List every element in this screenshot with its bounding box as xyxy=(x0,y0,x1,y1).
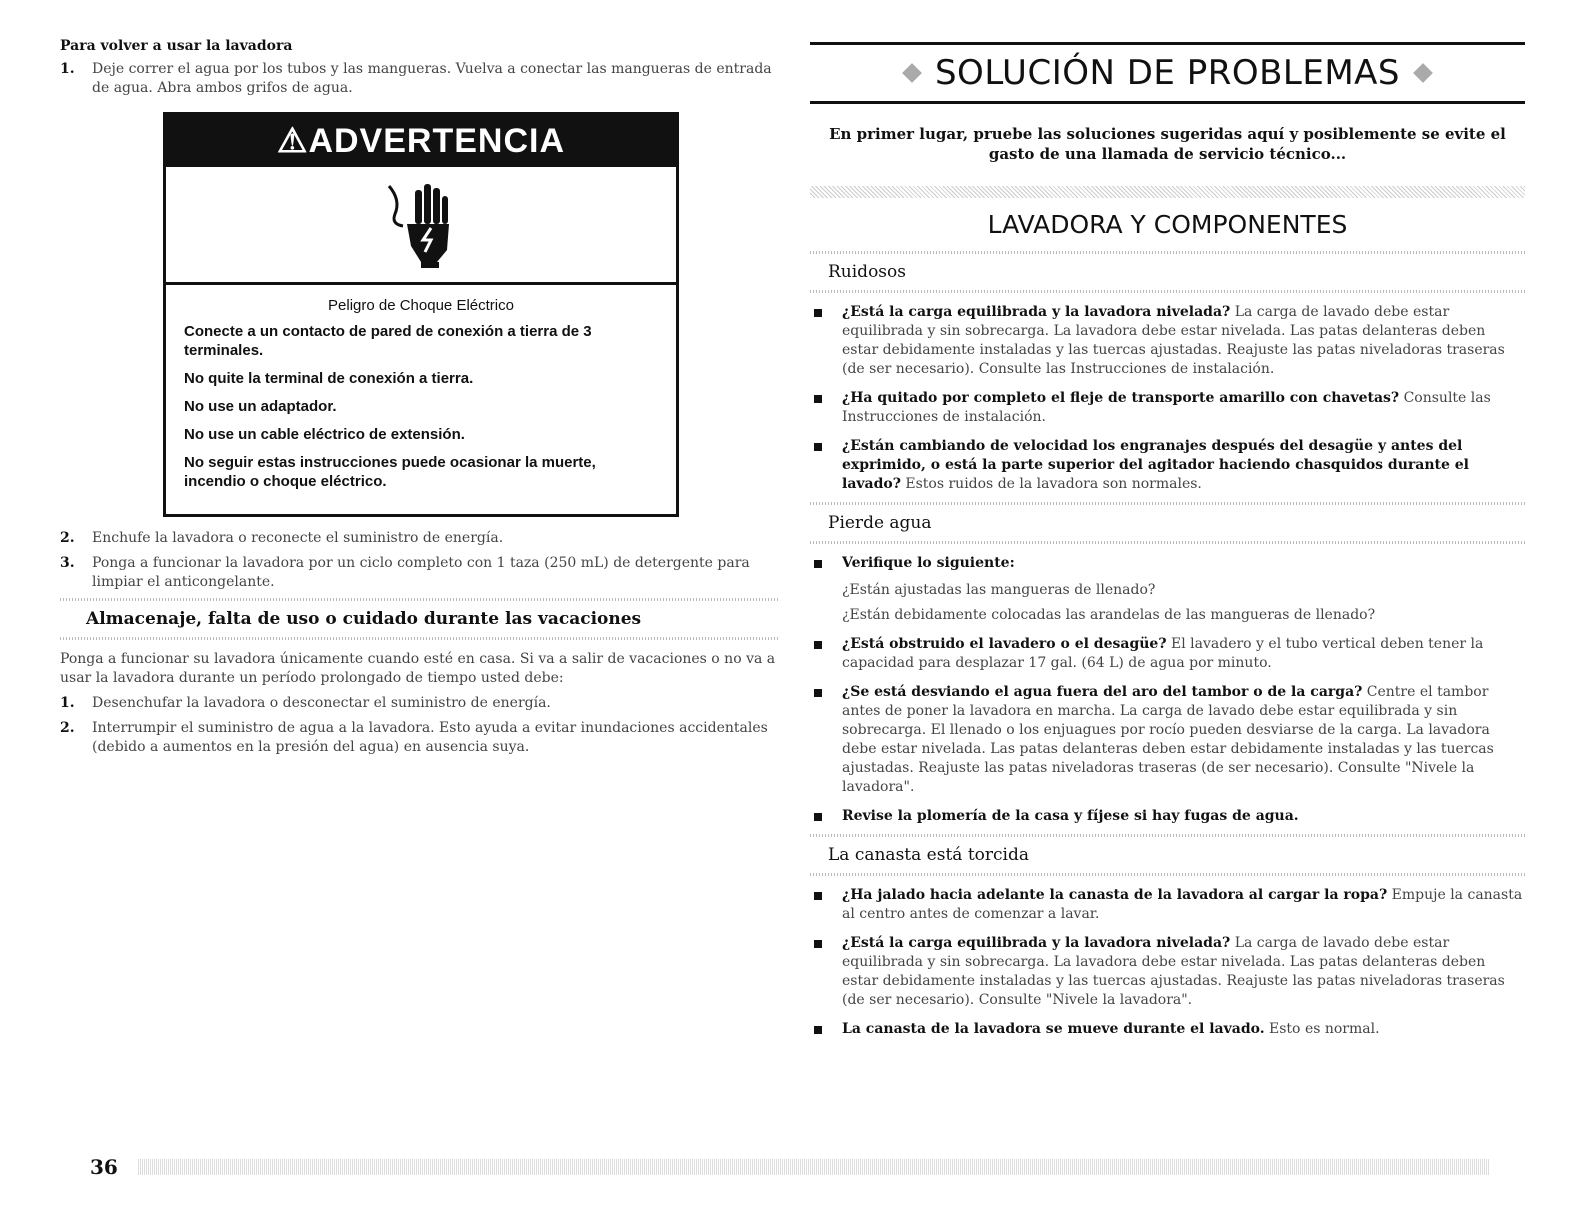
bullet-item xyxy=(810,303,1525,379)
storage-step-2 xyxy=(60,719,780,757)
bullet-item xyxy=(810,635,1525,673)
bullet-question: ¿Ha jalado hacia adelante la canasta de la lavadora al cargar la ropa? xyxy=(842,887,1388,903)
step-text: Enchufe la lavadora o reconecte el suministro de energía. xyxy=(92,530,504,546)
bullet-answer: Esto es normal. xyxy=(1269,1021,1380,1037)
divider xyxy=(810,834,1525,837)
divider xyxy=(60,598,780,601)
category-heading-canasta: La canasta está torcida xyxy=(828,845,1029,865)
bullet-answer: Centre el tambor antes de poner la lavadora en marcha. La carga de lavado debe estar equilibrada y sin sobrecarga. El llenado o los enjuagues por rocío pueden desviarse de la carga. La lavadora debe estar nivelada. Las patas delanteras deben estar debidamente instaladas y las tuercas ajustadas. Reajuste las patas niveladoras traseras (de ser necesario). Consulte "Nivele la lavadora". xyxy=(842,684,1494,795)
warning-line: No seguir estas instrucciones puede ocasionar la muerte, incendio o choque eléctrico. xyxy=(184,454,596,490)
bullet-square-icon xyxy=(814,309,822,317)
bullet-square-icon xyxy=(814,641,822,649)
bullet-answer: El lavadero y el tubo vertical deben tener la capacidad para desplazar 17 gal. (64 L) de agua por minuto. xyxy=(842,636,1484,671)
warning-body xyxy=(166,285,676,514)
bullet-question: Revise la plomería de la casa y fíjese si hay fugas de agua. xyxy=(842,808,1299,824)
bullet-answer: Estos ruidos de la lavadora son normales. xyxy=(905,476,1202,492)
bullet-square-icon xyxy=(814,813,822,821)
reuse-step-2 xyxy=(60,529,780,548)
bullet-answer: La carga de lavado debe estar equilibrada y sin sobrecarga. La lavadora debe estar nivelada. Las patas delanteras deben estar debidamente instaladas y las tuercas ajustadas. Reajuste las patas niveladoras traseras (de ser necesario). Consulte "Nivele la lavadora". xyxy=(842,935,1505,1008)
bullet-square-icon xyxy=(814,1026,822,1034)
divider xyxy=(60,637,780,640)
bullet-square-icon xyxy=(814,689,822,697)
left-column xyxy=(60,38,780,763)
bullet-question: ¿Está la carga equilibrada y la lavadora nivelada? xyxy=(842,304,1231,320)
warning-triangle-icon: ⚠ xyxy=(276,122,309,160)
check-item: ¿Están ajustadas las mangueras de llenado? xyxy=(842,582,1156,598)
bullet-item xyxy=(810,389,1525,427)
bullet-item xyxy=(810,807,1525,826)
right-column xyxy=(810,42,1525,1047)
footer-decorative-bar xyxy=(138,1159,1490,1175)
warning-line: No use un adaptador. xyxy=(184,398,337,415)
diamond-icon xyxy=(902,63,922,83)
step-text: Ponga a funcionar la lavadora por un ciclo completo con 1 taza (250 mL) de detergente para limpiar el anticongelante. xyxy=(92,555,750,590)
electric-shock-hand-icon xyxy=(381,180,461,270)
bullet-question: ¿Está obstruido el lavadero o el desagüe? xyxy=(842,636,1167,652)
bullet-answer: Empuje la canasta al centro antes de comenzar a lavar. xyxy=(842,887,1523,922)
step-text: Interrumpir el suministro de agua a la lavadora. Esto ayuda a evitar inundaciones accidentales (debido a aumentos en la presión del agua) en ausencia suya. xyxy=(92,720,768,755)
bullet-item xyxy=(810,934,1525,1010)
section-title: LAVADORA Y COMPONENTES xyxy=(987,210,1348,239)
intro-text: En primer lugar, pruebe las soluciones sugeridas aquí y posiblemente se evite el gasto de una llamada de servicio técnico... xyxy=(829,125,1506,163)
bullet-question: ¿Está la carga equilibrada y la lavadora nivelada? xyxy=(842,935,1231,951)
divider xyxy=(810,502,1525,505)
page-number: 36 xyxy=(90,1155,118,1179)
storage-heading: Almacenaje, falta de uso o cuidado durante las vacaciones xyxy=(86,609,642,629)
step-number: 2. xyxy=(60,720,75,736)
bullet-question: ¿Están cambiando de velocidad los engranajes después del desagüe y antes del exprimido, o está la parte superior del agitador haciendo chasquidos durante el lavado? xyxy=(842,438,1469,492)
bullet-question: La canasta de la lavadora se mueve durante el lavado. xyxy=(842,1021,1265,1037)
bullet-square-icon xyxy=(814,892,822,900)
bullet-square-icon xyxy=(814,560,822,568)
step-text: Desenchufar la lavadora o desconectar el suministro de energía. xyxy=(92,695,551,711)
bullet-item xyxy=(810,437,1525,494)
reuse-step-3 xyxy=(60,554,780,592)
step-number: 1. xyxy=(60,695,75,711)
bullet-square-icon xyxy=(814,395,822,403)
divider xyxy=(810,290,1525,293)
page-footer xyxy=(90,1153,1490,1181)
diamond-icon xyxy=(1413,63,1433,83)
warning-line: Conecte a un contacto de pared de conexión a tierra de 3 terminales. xyxy=(184,323,592,359)
bullet-question: Verifique lo siguiente: xyxy=(842,555,1015,571)
bullet-item xyxy=(810,1020,1525,1039)
warning-pictogram xyxy=(166,167,676,285)
reuse-heading: Para volver a usar la lavadora xyxy=(60,38,293,54)
bullet-square-icon xyxy=(814,940,822,948)
divider xyxy=(810,873,1525,876)
warning-line: No quite la terminal de conexión a tierra. xyxy=(184,370,474,387)
bullet-question: ¿Ha quitado por completo el fleje de transporte amarillo con chavetas? xyxy=(842,390,1400,406)
check-item: ¿Están debidamente colocadas las arandelas de las mangueras de llenado? xyxy=(842,607,1376,623)
bullet-answer: La carga de lavado debe estar equilibrada y sin sobrecarga. La lavadora debe estar nivelada. Las patas delanteras deben estar debidamente instaladas y las tuercas ajustadas. Reajuste las patas niveladoras traseras (de ser necesario). Consulte las Instrucciones de instalación. xyxy=(842,304,1505,377)
reuse-step-1 xyxy=(60,60,780,98)
warning-box xyxy=(163,112,679,517)
bullet-item xyxy=(810,886,1525,924)
category-heading-pierde-agua: Pierde agua xyxy=(828,513,932,533)
divider xyxy=(810,251,1525,254)
bullet-answer: Consulte las Instrucciones de instalación. xyxy=(842,390,1491,425)
bullet-item xyxy=(810,683,1525,797)
warning-line: No use un cable eléctrico de extensión. xyxy=(184,426,465,443)
storage-paragraph: Ponga a funcionar su lavadora únicamente cuando esté en casa. Si va a salir de vacaciones o no va a usar la lavadora durante un período prolongado de tiempo usted debe: xyxy=(60,651,776,686)
step-text: Deje correr el agua por los tubos y las mangueras. Vuelva a conectar las mangueras de entrada de agua. Abra ambos grifos de agua. xyxy=(92,61,772,96)
warning-banner xyxy=(166,115,676,167)
warning-banner-text: ADVERTENCIA xyxy=(308,122,566,160)
step-number: 3. xyxy=(60,555,75,571)
divider xyxy=(810,541,1525,544)
step-number: 2. xyxy=(60,530,75,546)
step-number: 1. xyxy=(60,61,75,77)
bullet-item xyxy=(810,554,1525,573)
page-title-bar xyxy=(810,42,1525,104)
bullet-square-icon xyxy=(814,443,822,451)
page-title: SOLUCIÓN DE PROBLEMAS xyxy=(934,53,1401,93)
category-heading-ruidosos: Ruidosos xyxy=(828,262,906,282)
storage-step-1 xyxy=(60,694,780,713)
hazard-title: Peligro de Choque Eléctrico xyxy=(328,297,514,314)
bullet-question: ¿Se está desviando el agua fuera del aro del tambor o de la carga? xyxy=(842,684,1363,700)
shaded-divider xyxy=(810,186,1525,198)
